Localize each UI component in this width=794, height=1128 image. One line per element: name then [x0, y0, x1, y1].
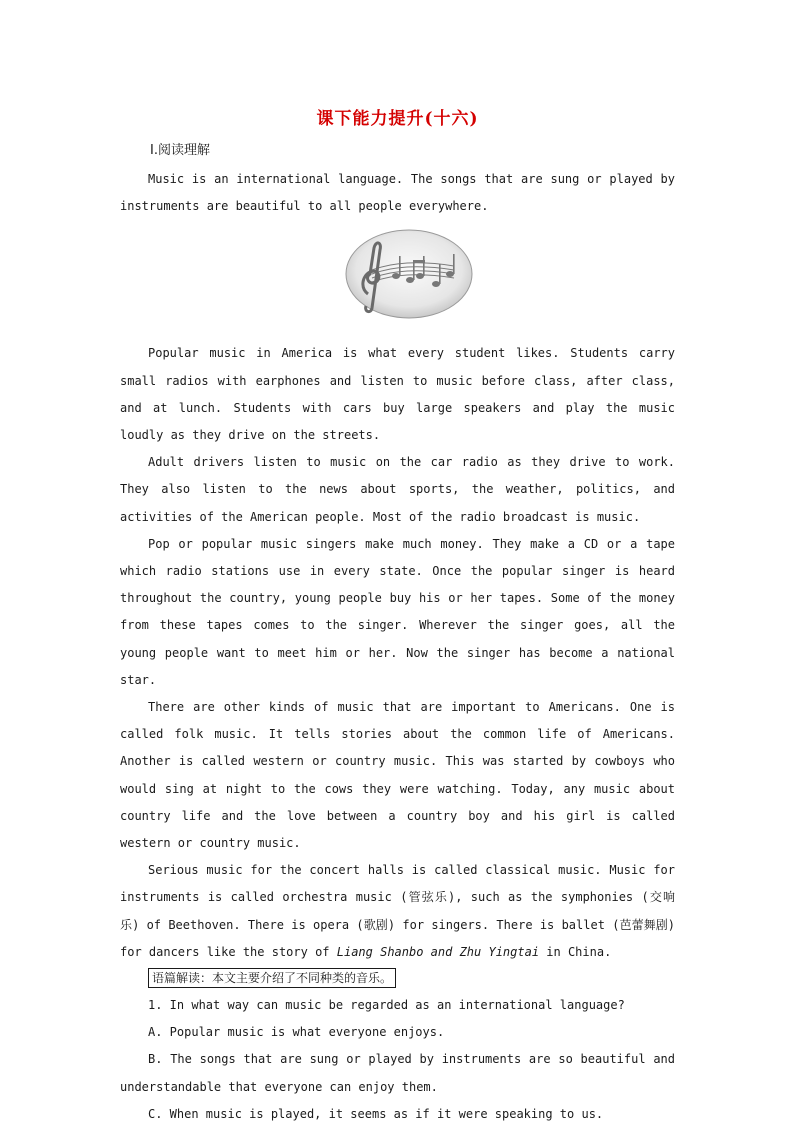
answer-option-b: B. The songs that are sung or played by instruments are so beautiful and understandable that everyone can enjoy them. — [120, 1052, 675, 1094]
passage-analysis-box: 语篇解读：本文主要介绍了不同种类的音乐。 — [148, 968, 396, 988]
section-heading: Ⅰ.阅读理解 — [150, 143, 210, 158]
music-notes-figure — [120, 220, 675, 340]
answer-option-c: C. When music is played, it seems as if it were speaking to us. — [148, 1106, 604, 1121]
paragraph: Pop or popular music singers make much money. They make a CD or a tape which radio stations use in every state. Once the popular singer is heard throughout the country, young people buy his or her tapes. Some of the money from these tapes comes to the singer. Wherever the singer goes, all the young people want to meet him or her. Now the singer has become a national star. — [120, 536, 675, 687]
music-notes-icon — [344, 228, 474, 320]
paragraph-text: in China. — [539, 944, 612, 959]
question-stem: 1. In what way can music be regarded as an international language? — [148, 998, 625, 1013]
answer-option-a: A. Popular music is what everyone enjoys. — [148, 1025, 445, 1040]
analysis-row — [148, 968, 675, 988]
paragraph: There are other kinds of music that are important to Americans. One is called folk music. It tells stories about the common life of Americans. Another is called western or country music. This was started by cowboys who would sing at night to the cows they were watching. Today, any music about country life and the love between a country boy and his girl is called western or country music. — [120, 700, 675, 851]
story-title: Liang Shanbo and Zhu Yingtai — [336, 944, 540, 959]
paragraph: Popular music in America is what every student likes. Students carry small radios with earphones and listen to music before class, after class, and at lunch. Students with cars buy large speakers and play the music loudly as they drive on the streets. — [120, 346, 675, 443]
document-page — [120, 104, 675, 1128]
paragraph-classical-music — [120, 857, 675, 966]
page-title: 课下能力提升(十六) — [316, 109, 479, 129]
paragraph-text: Serious music for the concert halls is called classical music. Music for instruments is called orchestra music (管弦乐), such as the symphonies (交响乐) of Beethoven. There is opera (歌剧) for singers. There is ballet (芭蕾舞剧) for dancers like the story of — [120, 863, 675, 959]
intro-paragraph: Music is an international language. The songs that are sung or played by instruments are beautiful to all people everywhere. — [120, 172, 675, 214]
paragraph: Adult drivers listen to music on the car radio as they drive to work. They also listen to the news about sports, the weather, politics, and activities of the American people. Most of the radio broadcast is music. — [120, 455, 675, 524]
